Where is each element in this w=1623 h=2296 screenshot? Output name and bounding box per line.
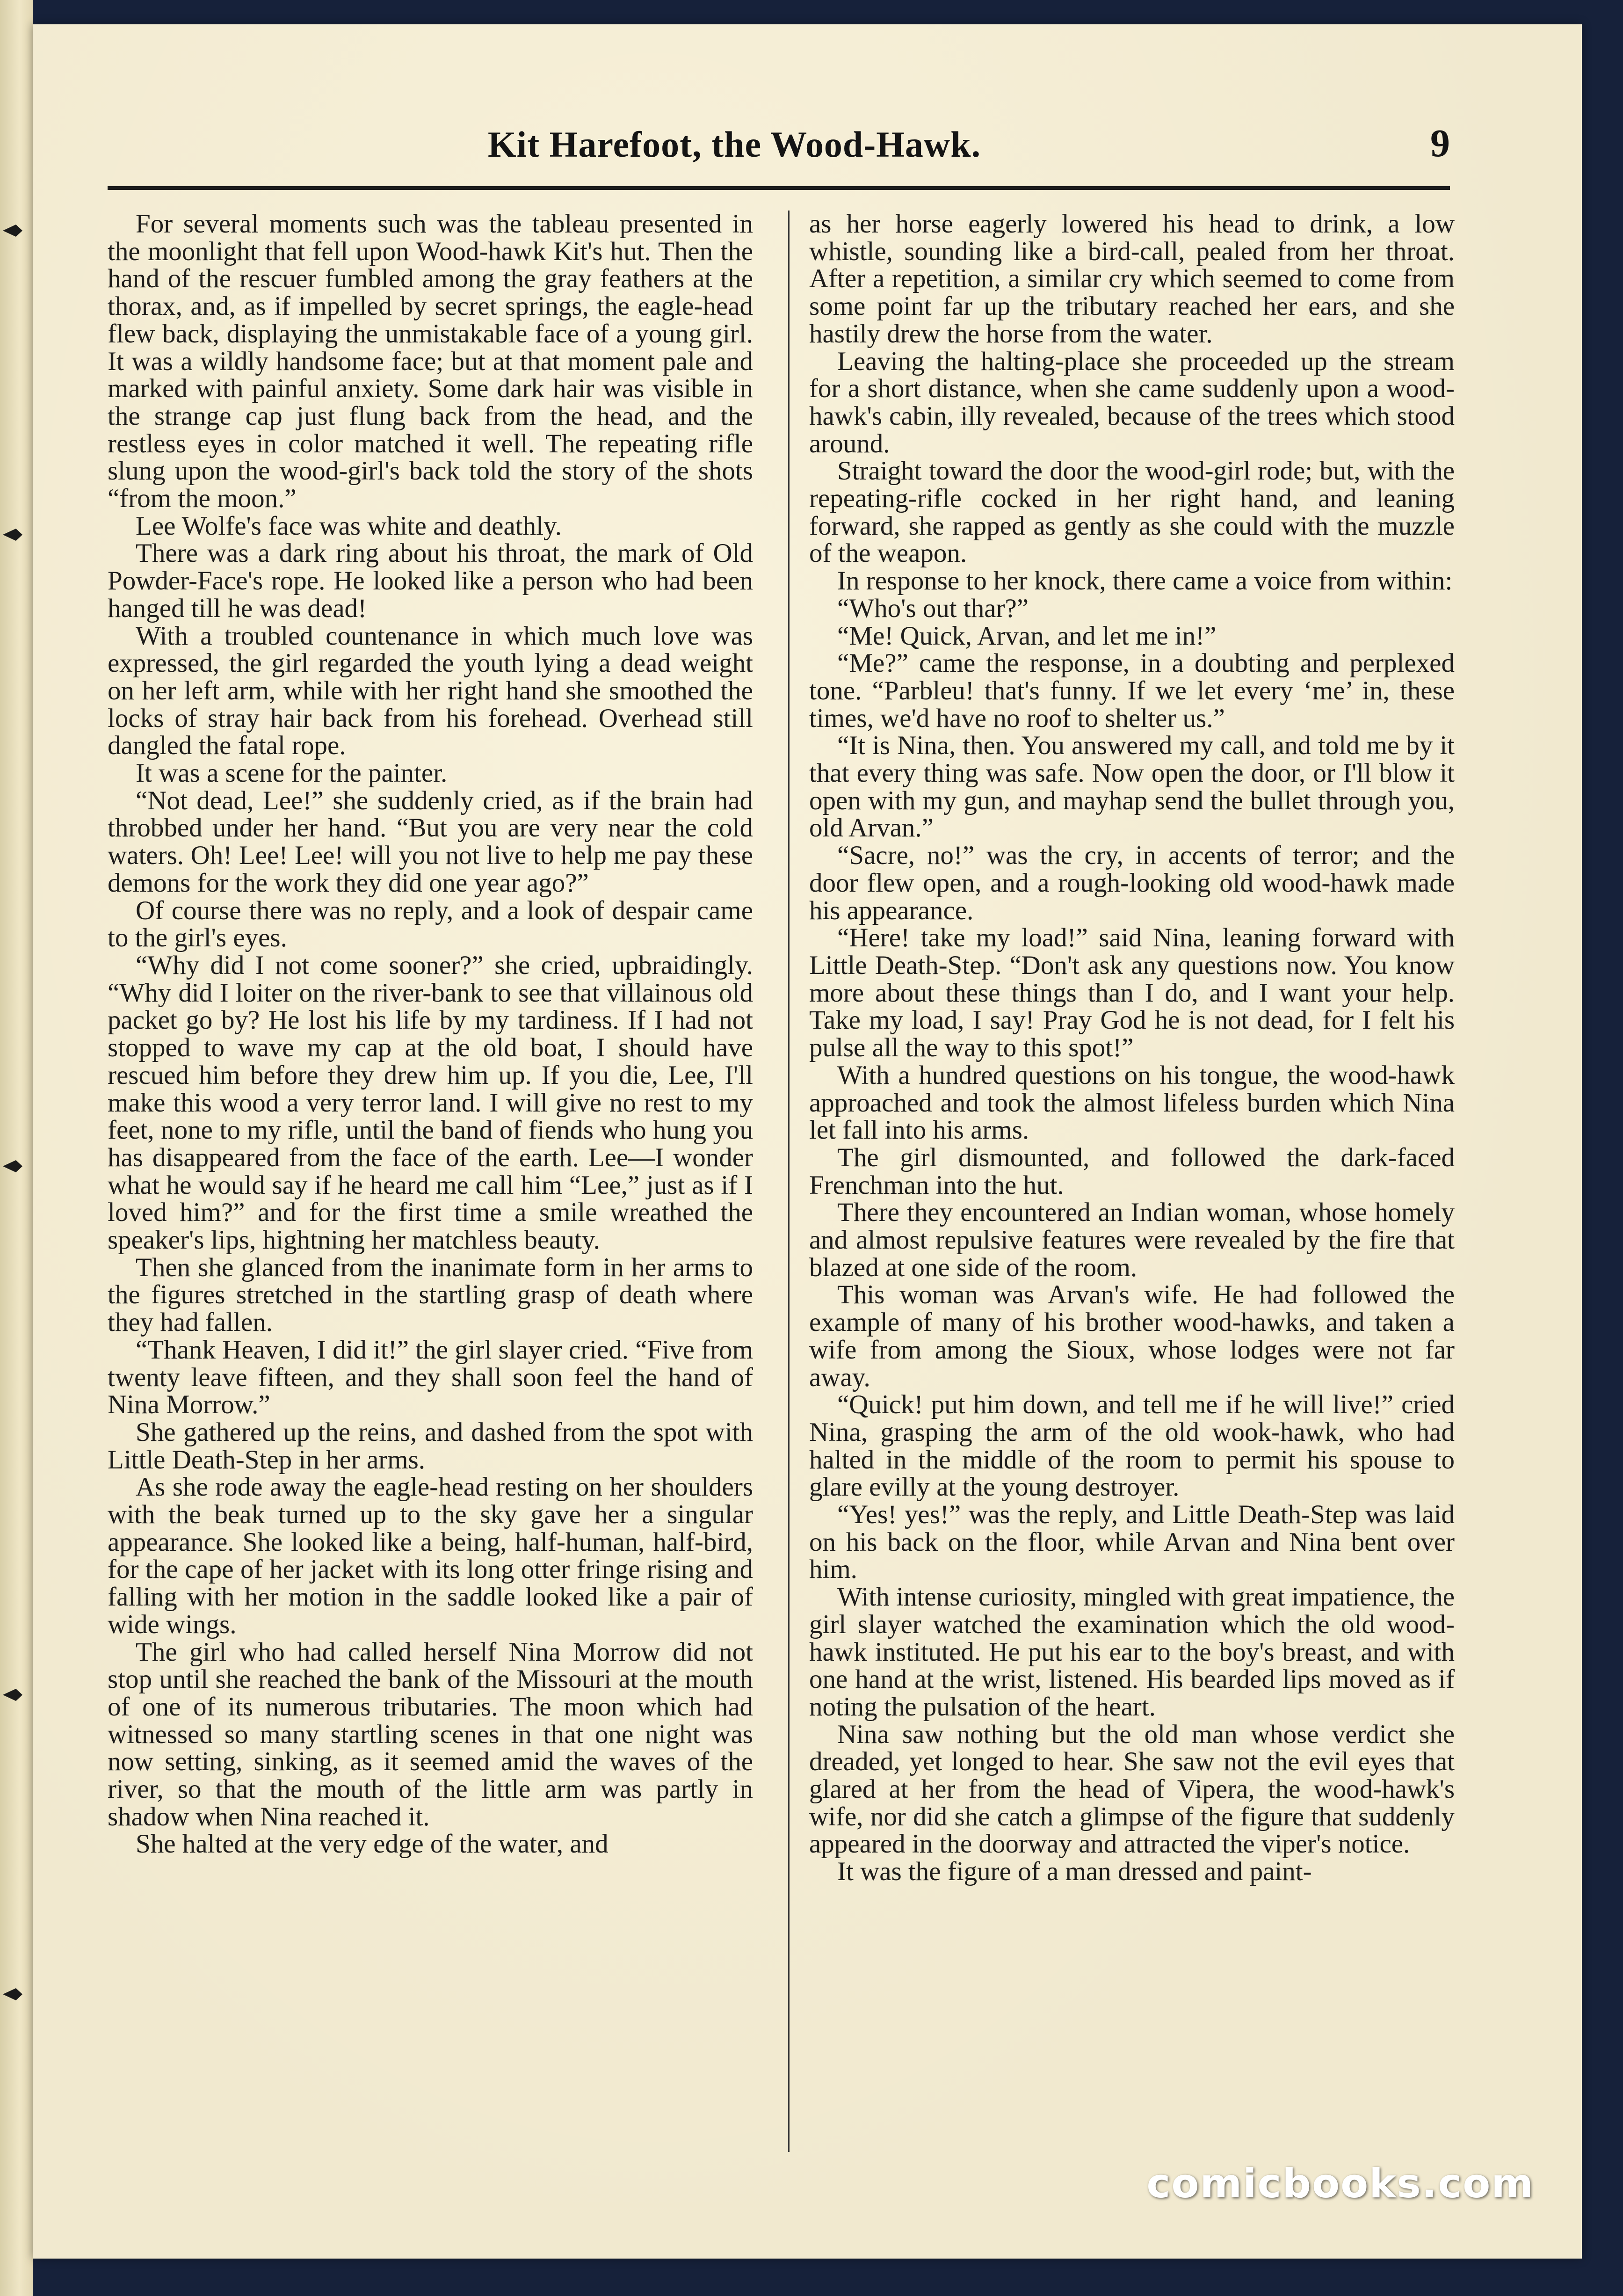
column-divider xyxy=(788,211,790,2152)
paragraph: Leaving the halting-place she proceeded up the stream for a short distance, when she came suddenly upon a wood-hawk's cabin, illy revealed, because of the trees which stood around. xyxy=(809,346,1455,458)
paragraph: “Quick! put him down, and tell me if he will live!” cried Nina, grasping the arm of the old wook-hawk, who had halted in the middle of the room to permit his spouse to glare evilly at the young destroyer. xyxy=(809,1390,1455,1502)
paragraph: As she rode away the eagle-head resting on her shoulders with the beak turned up to the sky gave her a singular appearance. She looked like a being, half-human, half-bird, for the cape of her jacket with its long otter fringe rising and falling with her motion in the saddle looked like a pair of wide wings. xyxy=(108,1472,753,1639)
paragraph: Of course there was no reply, and a look of despair came to the girl's eyes. xyxy=(108,895,753,953)
staple-mark xyxy=(2,1684,23,1706)
paragraph: With a troubled countenance in which much love was expressed, the girl regarded the youth lying a dead weight on her left arm, while with her right hand she smoothed the locks of stray hair back from his forehead. Overhead still dangled the fatal rope. xyxy=(108,621,753,761)
binding-spine xyxy=(0,0,33,2296)
paragraph: “Me?” came the response, in a doubting and perplexed tone. “Parbleu! that's funny. If we let every ‘me’ in, these times, we'd have no roof to shelter us.” xyxy=(809,648,1455,733)
page-number: 9 xyxy=(1430,122,1450,165)
paragraph: She gathered up the reins, and dashed from the spot with Little Death-Step in her arms. xyxy=(108,1417,753,1475)
paragraph: “Here! take my load!” said Nina, leaning forward with Little Death-Step. “Don't ask any questions now. You know more about these things than I do, and I want your help. Take my load, I say! Pray God he is not dead, for I felt his pulse all the way to this spot!” xyxy=(809,923,1455,1063)
paragraph: “Yes! yes!” was the reply, and Little Death-Step was laid on his back on the floor, while Arvan and Nina bent over him. xyxy=(809,1500,1455,1584)
watermark: comicbooks.com xyxy=(1146,2160,1534,2207)
staple-mark xyxy=(2,220,23,241)
paragraph: “It is Nina, then. You answered my call, and told me by it that every thing was safe. Now open the door, or I'll blow it open with my gun, and mayhap send the bullet through you, old Arvan.” xyxy=(809,731,1455,843)
staple-mark xyxy=(2,524,23,545)
paragraph: “Who's out thar?” xyxy=(837,593,1029,623)
paragraph: There was a dark ring about his throat, the mark of Old Powder-Face's rope. He looked like a person who had been hanged till he was dead! xyxy=(108,538,753,623)
right-text-column xyxy=(809,211,1455,2152)
running-header xyxy=(108,107,1450,190)
paragraph: She halted at the very edge of the water, and xyxy=(136,1829,609,1859)
paragraph: There they encountered an Indian woman, whose homely and almost repulsive features were revealed by the fire that blazed at one side of the room. xyxy=(809,1198,1455,1282)
paragraph: “Why did I not come sooner?” she cried, upbraidingly. “Why did I loiter on the river-bank to see that villainous old packet go by? He lost his life by my tardiness. If I had not stopped to wave my cap at the old boat, I should have rescued him before they drew him up. If you die, Lee, I'll make this wood a very terror land. I will give no rest to my feet, none to my rifle, until the band of fiends who hung you has disappeared from the face of the earth. Lee—I wonder what he would say if he heard me call him “Lee,” just as if I loved him?” and for the first time a smile wreathed the speaker's lips, hightning her matchless beauty. xyxy=(108,950,753,1255)
paragraph: “Sacre, no!” was the cry, in accents of terror; and the door flew open, and a rough-looking old wood-hawk made his appearance. xyxy=(809,841,1455,925)
running-title: Kit Harefoot, the Wood-Hawk. xyxy=(487,124,981,165)
paragraph: For several moments such was the tableau presented in the moonlight that fell upon Wood-hawk Kit's hut. Then the hand of the rescuer fumbled among the gray feathers at the thorax, and, as if impelled by secret springs, the eagle-head flew back, displaying the unmistakable face of a young girl. It was a wildly handsome face; but at that moment pale and marked with painful anxiety. Some dark hair was visible in the strange cap just flung back from the head, and the restless eyes in color matched it well. The repeating rifle slung upon the wood-girl's back told the story of the shots “from the moon.” xyxy=(108,211,753,514)
paragraph: “Thank Heaven, I did it!” the girl slayer cried. “Five from twenty leave fifteen, and they shall soon feel the hand of Nina Morrow.” xyxy=(108,1335,753,1420)
left-text-column xyxy=(108,211,753,2152)
paragraph: This woman was Arvan's wife. He had followed the example of many of his brother wood-hawks, and taken a wife from among the Sioux, whose lodges were not far away. xyxy=(809,1280,1455,1392)
paragraph: “Me! Quick, Arvan, and let me in!” xyxy=(837,621,1217,651)
paragraph: as her horse eagerly lowered his head to drink, a low whistle, sounding like a bird-call, pealed from her throat. After a repetition, a similar cry which seemed to come from some point far up the tributary reached her ears, and she hastily drew the horse from the water. xyxy=(809,211,1455,349)
paragraph: Lee Wolfe's face was white and deathly. xyxy=(136,511,562,541)
paragraph: In response to her knock, there came a voice from within: xyxy=(837,566,1453,596)
paragraph: The girl who had called herself Nina Morrow did not stop until she reached the bank of the Missouri at the mouth of one of its numerous tributaries. The moon which had witnessed so many startling scenes in that one night was now setting, sinking, as it seemed amid the waves of the river, so that the mouth of the little arm was partly in shadow when Nina reached it. xyxy=(108,1637,753,1831)
paragraph: The girl dismounted, and followed the dark-faced Frenchman into the hut. xyxy=(809,1142,1455,1200)
paragraph: Then she glanced from the inanimate form in her arms to the figures stretched in the startling grasp of death where they had fallen. xyxy=(108,1252,753,1337)
paragraph: “Not dead, Lee!” she suddenly cried, as if the brain had throbbed under her hand. “But you are very near the cold waters. Oh! Lee! Lee! will you not live to help me pay these demons for the work they did one year ago?” xyxy=(108,785,753,898)
paragraph: With intense curiosity, mingled with great impatience, the girl slayer watched the examination which the old wood-hawk instituted. He put his ear to the boy's breast, and with one hand at the wrist, listened. His bearded lips moved as if noting the pulsation of the heart. xyxy=(809,1582,1455,1722)
paragraph: It was the figure of a man dressed and paint- xyxy=(837,1857,1312,1887)
paragraph: Nina saw nothing but the old man whose verdict she dreaded, yet longed to hear. She saw not the evil eyes that glared at her from the head of Vipera, the wood-hawk's wife, nor did she catch a glimpse of the figure that suddenly appeared in the doorway and attracted the viper's notice. xyxy=(809,1719,1455,1859)
staple-mark xyxy=(2,1155,23,1177)
staple-mark xyxy=(2,1984,23,2005)
paragraph: It was a scene for the painter. xyxy=(136,758,448,788)
paragraph: With a hundred questions on his tongue, the wood-hawk approached and took the almost lifeless burden which Nina let fall into his arms. xyxy=(809,1060,1455,1145)
paragraph: Straight toward the door the wood-girl rode; but, with the repeating-rifle cocked in her right hand, and leaning forward, she rapped as gently as she could with the muzzle of the weapon. xyxy=(809,456,1455,568)
